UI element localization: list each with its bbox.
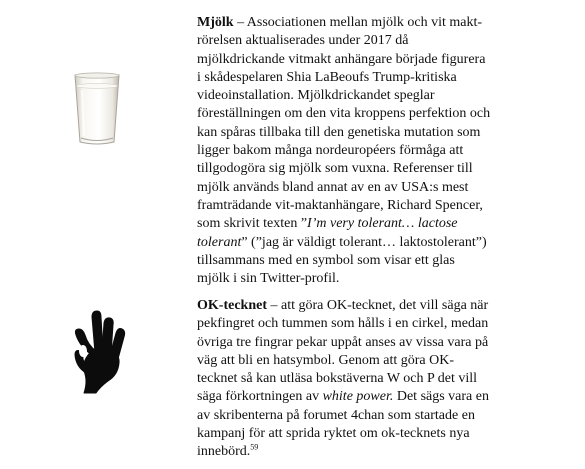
ok-line-4: väg att bli en hatsymbol. Genom att göra OK- bbox=[197, 352, 454, 368]
ok-term: OK-tecknet bbox=[197, 298, 267, 313]
milk-line-15: mjölk i sin Twitter-profil. bbox=[197, 271, 340, 287]
ok-line-6: säga förkortningen av white power. Det sägs vara en bbox=[197, 389, 489, 405]
milk-line-13: tolerant” (”jag är väldigt tolerant… laktostolerant”) bbox=[197, 234, 487, 250]
milk-line-12: som skrivit texten ”I’m very tolerant… lactose bbox=[197, 216, 458, 232]
footnote-marker: 59 bbox=[250, 442, 259, 452]
ok-text bbox=[197, 297, 577, 462]
ok-line-1: OK-tecknet – att göra OK-tecknet, det vill säga när bbox=[197, 298, 489, 313]
milk-line-11: framträdande vit-maktanhängare, Richard Spencer, bbox=[197, 197, 483, 213]
ok-line-3: övriga tre fingrar pekar uppåt anses av vissa vara på bbox=[197, 334, 489, 350]
milk-line-4: i skådespelaren Shia LaBeoufs Trump-kritiska bbox=[197, 69, 457, 85]
ok-line-5: tecknet så kan utläsa bokstäverna W och P det vill bbox=[197, 371, 478, 387]
milk-line-8: ligger bakom många nordeuropéers förmåga att bbox=[197, 143, 464, 159]
glass-of-milk-icon bbox=[72, 72, 122, 146]
quote-english: I’m very tolerant… lactose bbox=[307, 216, 458, 232]
milk-line-5: videoinstallation. Mjölkdrickandet speglar bbox=[197, 88, 435, 104]
milk-line-6: föreställningen om den vita kroppens perfektion och bbox=[197, 106, 491, 122]
milk-term: Mjölk bbox=[197, 15, 234, 30]
milk-line-1: Mjölk – Associationen mellan mjölk och vit makt- bbox=[197, 15, 483, 30]
ok-line-7: av skribenterna på forumet 4chan som startade en bbox=[197, 407, 475, 423]
ok-line-9: innebörd.$^{59}$ bbox=[197, 442, 259, 460]
milk-line-2: rörelsen aktualiserades under 2017 då bbox=[197, 33, 409, 49]
ok-line-8: kampanj för att sprida ryktet om ok-tecknets nya bbox=[197, 426, 470, 442]
white-power-term: white power. bbox=[322, 389, 394, 405]
ok-hand-icon bbox=[72, 305, 134, 395]
ok-line-2: pekfingret och tummen som hålls i en cirkel, medan bbox=[197, 316, 489, 332]
milk-line-14: tillsammans med en symbol som visar ett glas bbox=[197, 252, 455, 268]
ok-sign-entry bbox=[0, 293, 585, 469]
milk-line-7: kan spåras tillbaka till den genetiska mutation som bbox=[197, 124, 481, 140]
milk-line-10: mjölk används bland annat av en av USA:s mest bbox=[197, 179, 469, 195]
milk-text bbox=[197, 14, 577, 288]
milk-line-9: tillgodogöra sig mjölk som vuxna. Referenser till bbox=[197, 161, 473, 177]
milk-line-3: mjölkdrickande vitmakt anhängare började figurera bbox=[197, 51, 486, 67]
